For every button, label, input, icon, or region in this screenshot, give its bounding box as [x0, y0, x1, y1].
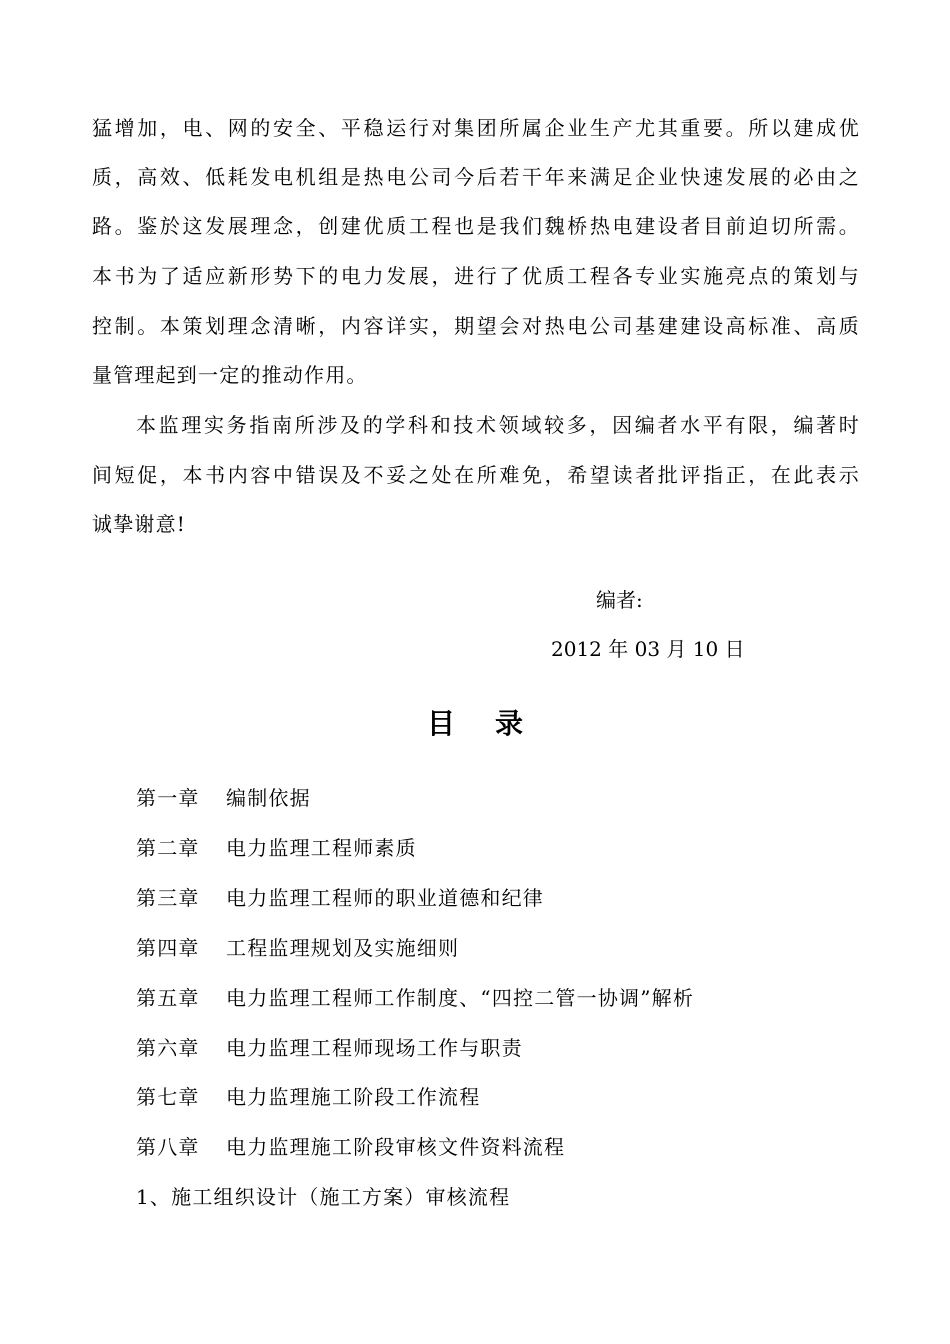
toc-chapter-title: 电力监理工程师工作制度、“四控二管一协调”解析	[226, 986, 695, 1010]
toc-chapter-number: 第四章	[136, 936, 200, 960]
toc-item-chapter-6[interactable]	[136, 1035, 523, 1061]
author-label: 编者:	[596, 588, 643, 612]
toc-item-chapter-4[interactable]	[136, 935, 459, 961]
preface-p1-line-1: 猛增加，电、网的安全、平稳运行对集团所属企业生产尤其重要。所以建成优	[92, 116, 860, 140]
toc-item-chapter-5[interactable]	[136, 985, 694, 1011]
toc-item-chapter-8[interactable]	[136, 1134, 565, 1160]
toc-chapter-number: 第三章	[136, 886, 200, 910]
toc-chapter-number: 第八章	[136, 1135, 200, 1159]
toc-item-chapter-2[interactable]	[136, 835, 417, 861]
toc-chapter-title: 编制依据	[226, 786, 311, 810]
preface-p1-line-4: 本书为了适应新形势下的电力发展，进行了优质工程各专业实施亮点的策划与	[92, 264, 860, 288]
preface-p1-line-2: 质，高效、低耗发电机组是热电公司今后若干年来满足企业快速发展的必由之	[92, 165, 860, 189]
toc-item-chapter-3[interactable]	[136, 885, 544, 911]
toc-chapter-number: 第七章	[136, 1085, 200, 1109]
toc-chapter-title: 电力监理施工阶段工作流程	[226, 1085, 481, 1109]
toc-chapter-title: 电力监理施工阶段审核文件资料流程	[226, 1135, 566, 1159]
toc-chapter-number: 第六章	[136, 1036, 200, 1060]
toc-chapter-number: 第一章	[136, 786, 200, 810]
preface-p2-line-2: 间短促，本书内容中错误及不妥之处在所难免，希望读者批评指正，在此表示	[92, 463, 860, 487]
preface-p2-line-1: 本监理实务指南所涉及的学科和技术领域较多，因编者水平有限，编著时	[136, 413, 860, 437]
toc-chapter-number: 第二章	[136, 836, 200, 860]
toc-sub-item-1[interactable]: 1、施工组织设计（施工方案）审核流程	[136, 1185, 511, 1209]
preface-p1-line-6: 量管理起到一定的推动作用。	[92, 363, 368, 387]
toc-chapter-title: 工程监理规划及实施细则	[226, 936, 460, 960]
toc-title: 目录	[426, 707, 563, 740]
preface-p1-line-3: 路。鉴於这发展理念，创建优质工程也是我们魏桥热电建设者目前迫切所需。	[92, 214, 860, 238]
toc-chapter-title: 电力监理工程师素质	[226, 836, 417, 860]
toc-chapter-number: 第五章	[136, 986, 200, 1010]
preface-p1-line-5: 控制。本策划理念清晰，内容详实，期望会对热电公司基建建设高标准、高质	[92, 314, 860, 338]
toc-chapter-title: 电力监理工程师现场工作与职责	[226, 1036, 523, 1060]
toc-chapter-title: 电力监理工程师的职业道德和纪律	[226, 886, 544, 910]
toc-item-chapter-1[interactable]	[136, 785, 311, 811]
preface-date: 2012 年 03 月 10 日	[551, 637, 745, 661]
preface-p2-line-3: 诚挚谢意!	[92, 512, 187, 536]
toc-item-chapter-7[interactable]	[136, 1084, 480, 1110]
